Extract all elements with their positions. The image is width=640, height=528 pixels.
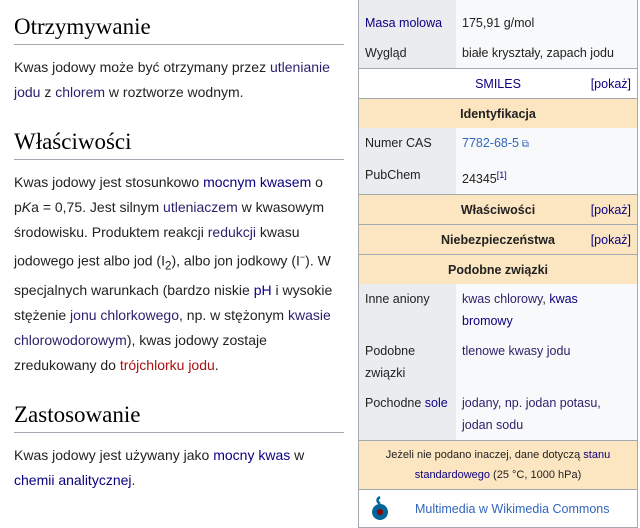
- properties-show-toggle[interactable]: [pokaż]: [590, 203, 631, 218]
- properties-header: Właściwości: [460, 203, 536, 218]
- text-segment: w roztworze wodnym.: [105, 84, 244, 100]
- article-link[interactable]: redukcji: [207, 224, 256, 240]
- similar-label: Podobne związki: [359, 336, 456, 388]
- article-link[interactable]: chemii analitycznej: [14, 472, 132, 489]
- heading-wlasciwosci: Właściwości: [14, 129, 344, 160]
- article-link[interactable]: mocny kwas: [213, 447, 291, 464]
- text-segment: z: [40, 84, 56, 100]
- text-segment: w kwasowym środowisku. Produktem reakcji: [14, 199, 325, 240]
- molar-mass-value: 175,91 g/mol: [462, 16, 535, 30]
- smiles-show-toggle[interactable]: [pokaż]: [590, 77, 631, 91]
- iodine-oxoacids-link[interactable]: tlenowe kwasy jodu: [462, 344, 571, 359]
- text-segment: 2: [165, 259, 172, 273]
- chem-infobox: [358, 0, 638, 528]
- cas-link[interactable]: 7782-68-5: [462, 136, 519, 150]
- text-segment: i wysokie stężenie: [14, 282, 333, 324]
- commons-link[interactable]: Multimedia w Wikimedia Commons: [415, 501, 610, 516]
- paragraph-zastosowanie: [14, 443, 344, 493]
- identification-header: Identyfikacja: [359, 98, 637, 128]
- pubchem-value: 24345: [462, 172, 497, 187]
- paragraph-otrzymywanie: [14, 55, 344, 105]
- cas-label: Numer CAS: [359, 128, 456, 160]
- article-link[interactable]: pH: [253, 282, 272, 299]
- anions-label: Inne aniony: [359, 284, 456, 336]
- text-segment: o p: [14, 174, 323, 215]
- separator: ,: [542, 292, 550, 307]
- article-content: [14, 0, 344, 493]
- heading-otrzymywanie: Otrzymywanie: [14, 14, 344, 45]
- salts-link[interactable]: sole: [424, 396, 448, 411]
- text-segment: kwasu jodowego jest albo jod (I: [14, 224, 300, 269]
- text-segment: .: [131, 472, 136, 489]
- article-link[interactable]: jodu: [14, 84, 41, 100]
- standard-state-link[interactable]: stanu standardowego: [414, 449, 611, 482]
- article-link[interactable]: jonu chlorkowego: [70, 307, 180, 324]
- hazards-show-toggle[interactable]: [pokaż]: [590, 233, 631, 248]
- hazards-header: Niebezpieczeństwa: [441, 233, 555, 248]
- chloric-acid-link[interactable]: kwas chlorowy: [462, 292, 543, 307]
- article-link[interactable]: utleniaczem: [163, 199, 238, 215]
- pubchem-label: PubChem: [359, 160, 456, 194]
- wikimedia-commons-icon: [369, 496, 391, 522]
- salts-label: Pochodne: [365, 396, 425, 411]
- heading-zastosowanie: Zastosowanie: [14, 402, 344, 433]
- article-link[interactable]: trójchlorku jodu: [119, 357, 215, 374]
- article-link[interactable]: kwasie chlorowodorowym: [14, 307, 331, 349]
- iodates-link[interactable]: jodany, np. jodan potasu, jodan sodu: [462, 396, 601, 433]
- footnote-conditions: (25 °C, 1000 hPa): [490, 469, 582, 482]
- smiles-link[interactable]: SMILES: [475, 77, 521, 91]
- text-segment: , np. w stężonym: [179, 307, 288, 324]
- text-segment: a = 0,75. Jest silnym: [31, 199, 164, 215]
- molar-mass-link[interactable]: Masa molowa: [365, 16, 443, 30]
- bromic-acid-link[interactable]: kwas bromowy: [462, 292, 578, 329]
- reference-link[interactable]: [1]: [496, 170, 507, 180]
- appearance-value: białe kryształy, zapach jodu: [462, 46, 614, 60]
- article-link[interactable]: mocnym kwasem: [203, 174, 312, 190]
- text-segment: ), kwas jodowy zostaje zredukowany do: [14, 332, 267, 374]
- text-segment: −: [299, 252, 306, 262]
- external-link-icon: ⧉: [519, 139, 529, 150]
- similar-compounds-header: Podobne związki: [359, 254, 637, 284]
- text-segment: Kwas jodowy może być otrzymany przez: [14, 59, 270, 75]
- text-segment: K: [21, 199, 32, 215]
- text-segment: ), albo jon jodkowy (I: [171, 252, 300, 269]
- article-link[interactable]: chlorem: [55, 84, 106, 100]
- text-segment: w: [290, 447, 305, 464]
- text-segment: .: [214, 357, 219, 374]
- text-segment: Kwas jodowy jest stosunkowo: [14, 174, 204, 190]
- text-segment: Kwas jodowy jest używany jako: [14, 447, 214, 464]
- text-segment: ). W specjalnych warunkach (bardzo niskie: [14, 252, 331, 299]
- article-link[interactable]: utlenianie: [269, 59, 330, 75]
- appearance-label: Wygląd: [359, 38, 456, 68]
- paragraph-wlasciwosci: [14, 170, 344, 378]
- footnote-text: Jeżeli nie podano inaczej, dane dotyczą: [385, 449, 584, 462]
